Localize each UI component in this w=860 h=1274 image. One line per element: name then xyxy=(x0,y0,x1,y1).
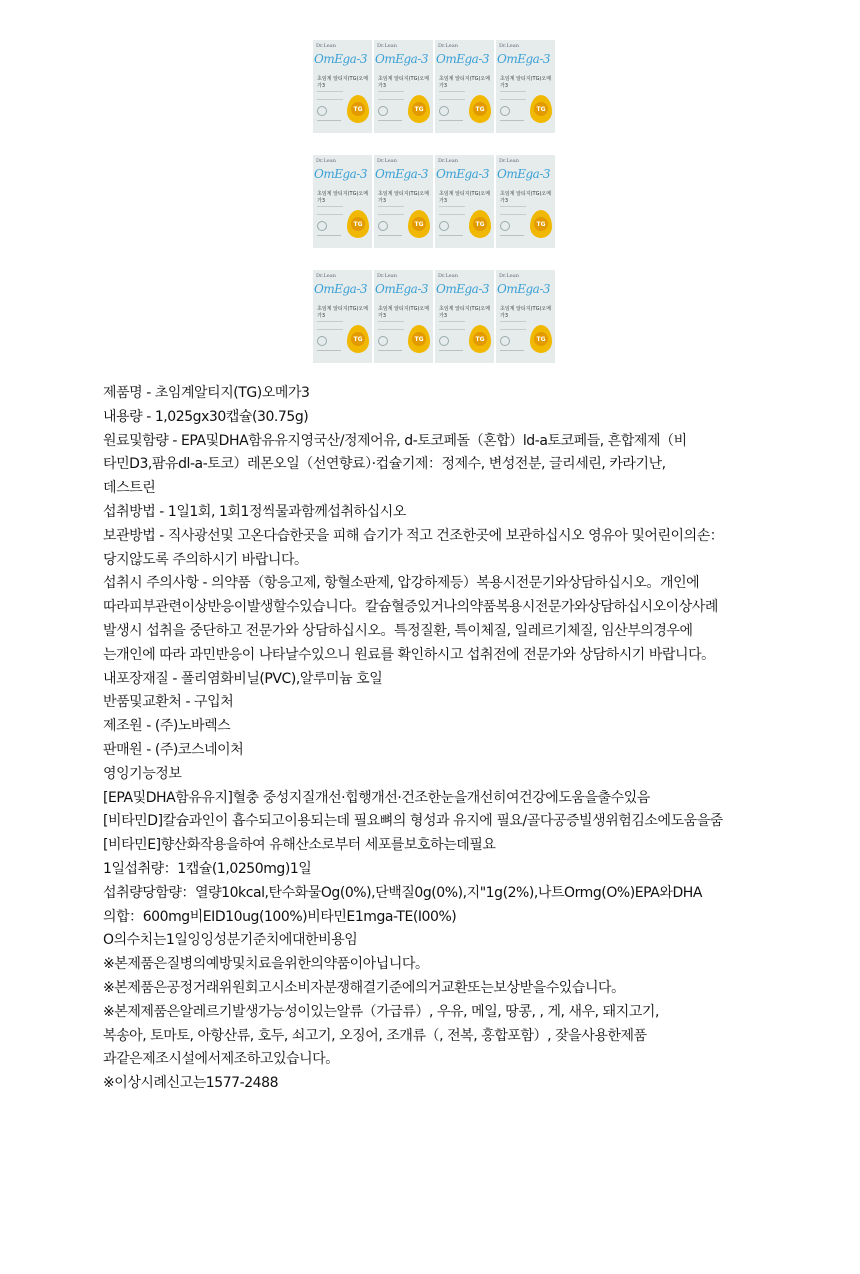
info-line: [EPA및DHA함유유지]혈충 중성지질개선·힙행개선·건조한눈을개선히여건강에도움을출수있음 xyxy=(103,789,650,806)
info-line: 내포장재질 - 폴리염화비닐(PVC),알루미늄 호일 xyxy=(103,670,383,687)
pack-footer xyxy=(378,350,402,357)
info-line: 보관방법 - 직사광선및 고온다습한곳을 피해 습기가 적고 건조한곳에 보관하십시오 영유아 및어린이의손： xyxy=(103,527,724,544)
pack-name: 초임계 알티지(TG)오메가3 xyxy=(317,306,369,319)
tg-badge: TG xyxy=(473,102,487,116)
pack-brand: Dr.Lean xyxy=(499,43,519,49)
pack-logo: OmEga-3 xyxy=(497,282,551,296)
pack-footer xyxy=(439,350,463,357)
capsule-icon xyxy=(500,221,510,231)
pack-name: 초임계 알티지(TG)오메가3 xyxy=(317,76,369,89)
info-line: 반품및교환처 - 구입처 xyxy=(103,694,234,711)
product-pack xyxy=(313,155,372,248)
pack-logo: OmEga-3 xyxy=(436,52,490,66)
oil-drop-icon xyxy=(530,210,552,238)
product-pack xyxy=(374,270,433,363)
capsule-icon xyxy=(317,336,327,346)
capsule-icon xyxy=(500,336,510,346)
oil-drop-icon xyxy=(408,95,430,123)
pack-divider xyxy=(500,206,526,215)
pack-brand: Dr.Lean xyxy=(499,273,519,279)
product-pack xyxy=(496,270,555,363)
pack-brand: Dr.Lean xyxy=(316,158,336,164)
pack-brand: Dr.Lean xyxy=(316,273,336,279)
pack-name: 초임계 알티지(TG)오메가3 xyxy=(439,191,491,204)
info-line: 복송아, 토마토, 아항산류, 호두, 쇠고기, 오징어, 조개류（, 전복, 홍합포함）, 잦을사용한제품 xyxy=(103,1027,647,1044)
info-line: ※본제품은질병의예방및치료을위한의약품이아닙니다。 xyxy=(103,956,429,973)
pack-logo: OmEga-3 xyxy=(314,167,368,181)
info-line: ※본제품은공정거래위원회고시소비자분쟁해결기준에의거교환또는보상받을수있습니다。 xyxy=(103,979,625,996)
info-line: 판매원 - (주)코스네이처 xyxy=(103,741,244,758)
pack-name: 초임계 알티지(TG)오메가3 xyxy=(500,76,552,89)
pack-footer xyxy=(500,235,524,242)
pack-logo: OmEga-3 xyxy=(375,52,429,66)
capsule-icon xyxy=(439,221,449,231)
info-line: 타민D3,팜유dl-a-토코）레몬오일（선연향료）·컵슐기제：정제수, 변성전분, 글리세린, 카라기난, xyxy=(103,456,666,473)
pack-footer xyxy=(439,235,463,242)
tg-badge: TG xyxy=(412,332,426,346)
product-pack xyxy=(313,40,372,133)
tg-badge: TG xyxy=(351,332,365,346)
pack-footer xyxy=(500,120,524,127)
pack-footer xyxy=(378,120,402,127)
pack-brand: Dr.Lean xyxy=(438,43,458,49)
pack-divider xyxy=(378,91,404,100)
oil-drop-icon xyxy=(347,325,369,353)
pack-row xyxy=(313,270,557,363)
info-line: ※본제제품은알레르기발생가능성이있는알류（가급류）, 우유, 메일, 땅콩, , 게, 새우, 돼지고기, xyxy=(103,1003,659,1020)
info-line: 내용량 - 1,025gx30캡슐(30.75g) xyxy=(103,408,309,425)
info-line: 과같은제조시설에서제조하고있습니다。 xyxy=(103,1051,339,1068)
pack-divider xyxy=(439,206,465,215)
capsule-icon xyxy=(439,106,449,116)
product-pack xyxy=(435,40,494,133)
oil-drop-icon xyxy=(530,325,552,353)
pack-logo: OmEga-3 xyxy=(375,282,429,296)
pack-footer xyxy=(500,350,524,357)
pack-footer xyxy=(439,120,463,127)
pack-name: 초임계 알티지(TG)오메가3 xyxy=(500,191,552,204)
info-line: 제조원 - (주)노바렉스 xyxy=(103,718,231,735)
pack-brand: Dr.Lean xyxy=(377,43,397,49)
pack-divider xyxy=(500,321,526,330)
pack-divider xyxy=(439,91,465,100)
pack-footer xyxy=(378,235,402,242)
pack-divider xyxy=(439,321,465,330)
pack-brand: Dr.Lean xyxy=(438,158,458,164)
capsule-icon xyxy=(378,106,388,116)
pack-brand: Dr.Lean xyxy=(377,158,397,164)
oil-drop-icon xyxy=(408,210,430,238)
pack-row xyxy=(313,40,557,133)
info-line: 1일섭취량：1캡슐(1,0250mg)1일 xyxy=(103,860,312,877)
capsule-icon xyxy=(378,221,388,231)
pack-row xyxy=(313,155,557,248)
pack-brand: Dr.Lean xyxy=(438,273,458,279)
info-line: ※이상시례신고는1577-2488 xyxy=(103,1075,279,1092)
pack-divider xyxy=(500,91,526,100)
capsule-icon xyxy=(500,106,510,116)
info-line: 의합：600mg비EID10ug(100%)비타민E1mga-TE(I00%) xyxy=(103,908,457,925)
pack-logo: OmEga-3 xyxy=(436,167,490,181)
info-line: 섭취시 주의사항 - 의약품（항응고제, 항혈소판제, 압강하제등）복용시전문기와상담하십시오。개인에 xyxy=(103,575,700,592)
info-line: 따라피부관련이상반응이발생할수있습니다。칼슘혈증있거나의약품복용시전문가와상담하십시오이상사례 xyxy=(103,599,718,616)
pack-divider xyxy=(317,321,343,330)
capsule-icon xyxy=(317,221,327,231)
info-line: 원료및함량 - EPA및DHA함유유지영국산/정제어유, d-토코페돌（혼합）ld-a토코페들, 흔합제제（비 xyxy=(103,432,687,449)
pack-logo: OmEga-3 xyxy=(497,167,551,181)
pack-brand: Dr.Lean xyxy=(377,273,397,279)
product-pack xyxy=(435,270,494,363)
pack-divider xyxy=(317,91,343,100)
info-line: 영잉기능정보 xyxy=(103,765,182,782)
tg-badge: TG xyxy=(351,102,365,116)
pack-logo: OmEga-3 xyxy=(497,52,551,66)
info-line: 섭취량당함량：열량10kcal,탄수화물Og(0%),단백질0g(0%),지"1g(2%),나트Ormg(O%)EPA와DHA xyxy=(103,884,702,901)
pack-name: 초임계 알티지(TG)오메가3 xyxy=(378,76,430,89)
tg-badge: TG xyxy=(351,217,365,231)
product-info-text xyxy=(103,382,763,1096)
pack-name: 초임계 알티지(TG)오메가3 xyxy=(378,191,430,204)
info-line: 데스트린 xyxy=(103,480,156,497)
product-pack xyxy=(496,155,555,248)
pack-divider xyxy=(317,206,343,215)
tg-badge: TG xyxy=(534,102,548,116)
product-pack xyxy=(496,40,555,133)
tg-badge: TG xyxy=(473,217,487,231)
oil-drop-icon xyxy=(408,325,430,353)
pack-footer xyxy=(317,350,341,357)
pack-logo: OmEga-3 xyxy=(375,167,429,181)
info-line: 는개인에 따라 과민반응이 나타날수있으니 원료를 확인하시고 섭취전에 전문가와 상담하시기 바랍니다。 xyxy=(103,646,715,663)
product-image xyxy=(313,40,557,385)
capsule-icon xyxy=(378,336,388,346)
tg-badge: TG xyxy=(534,332,548,346)
product-pack xyxy=(435,155,494,248)
info-line: 당지않도록 주의하시기 바랍니다。 xyxy=(103,551,308,568)
pack-brand: Dr.Lean xyxy=(316,43,336,49)
oil-drop-icon xyxy=(469,325,491,353)
tg-badge: TG xyxy=(534,217,548,231)
product-pack xyxy=(313,270,372,363)
product-pack xyxy=(374,155,433,248)
capsule-icon xyxy=(439,336,449,346)
info-line: O의수치는1일잉잉성분기준치에대한비용임 xyxy=(103,932,358,949)
oil-drop-icon xyxy=(347,210,369,238)
info-line: 제품명 - 초임계알티지(TG)오메가3 xyxy=(103,385,310,401)
oil-drop-icon xyxy=(530,95,552,123)
pack-name: 초임계 알티지(TG)오메가3 xyxy=(500,306,552,319)
pack-brand: Dr.Lean xyxy=(499,158,519,164)
pack-divider xyxy=(378,206,404,215)
product-pack xyxy=(374,40,433,133)
pack-name: 초임계 알티지(TG)오메가3 xyxy=(439,306,491,319)
pack-name: 초임계 알티지(TG)오메가3 xyxy=(378,306,430,319)
pack-divider xyxy=(378,321,404,330)
oil-drop-icon xyxy=(347,95,369,123)
tg-badge: TG xyxy=(473,332,487,346)
pack-logo: OmEga-3 xyxy=(436,282,490,296)
oil-drop-icon xyxy=(469,95,491,123)
pack-name: 초임계 알티지(TG)오메가3 xyxy=(317,191,369,204)
oil-drop-icon xyxy=(469,210,491,238)
pack-name: 초임계 알티지(TG)오메가3 xyxy=(439,76,491,89)
pack-logo: OmEga-3 xyxy=(314,282,368,296)
tg-badge: TG xyxy=(412,102,426,116)
info-line: [비타민D]칼슘과인이 흡수되고이용되는데 필요뼈의 형성과 유지에 필요/골다공증빌생위험김소에도움을줌 xyxy=(103,813,723,830)
tg-badge: TG xyxy=(412,217,426,231)
info-line: 발생시 섭취을 중단하고 전문가와 상담하십시오。특정질환, 특이체질, 일레르기체질, 임산부의경우에 xyxy=(103,622,693,639)
pack-footer xyxy=(317,120,341,127)
info-line: 섭취방법 - 1일1회, 1회1정씩물과함께섭취하십시오 xyxy=(103,503,406,520)
info-line: [비타민E]향산화작용을하여 유해산소로부터 세포를보호하는데필요 xyxy=(103,837,496,854)
pack-footer xyxy=(317,235,341,242)
capsule-icon xyxy=(317,106,327,116)
pack-logo: OmEga-3 xyxy=(314,52,368,66)
